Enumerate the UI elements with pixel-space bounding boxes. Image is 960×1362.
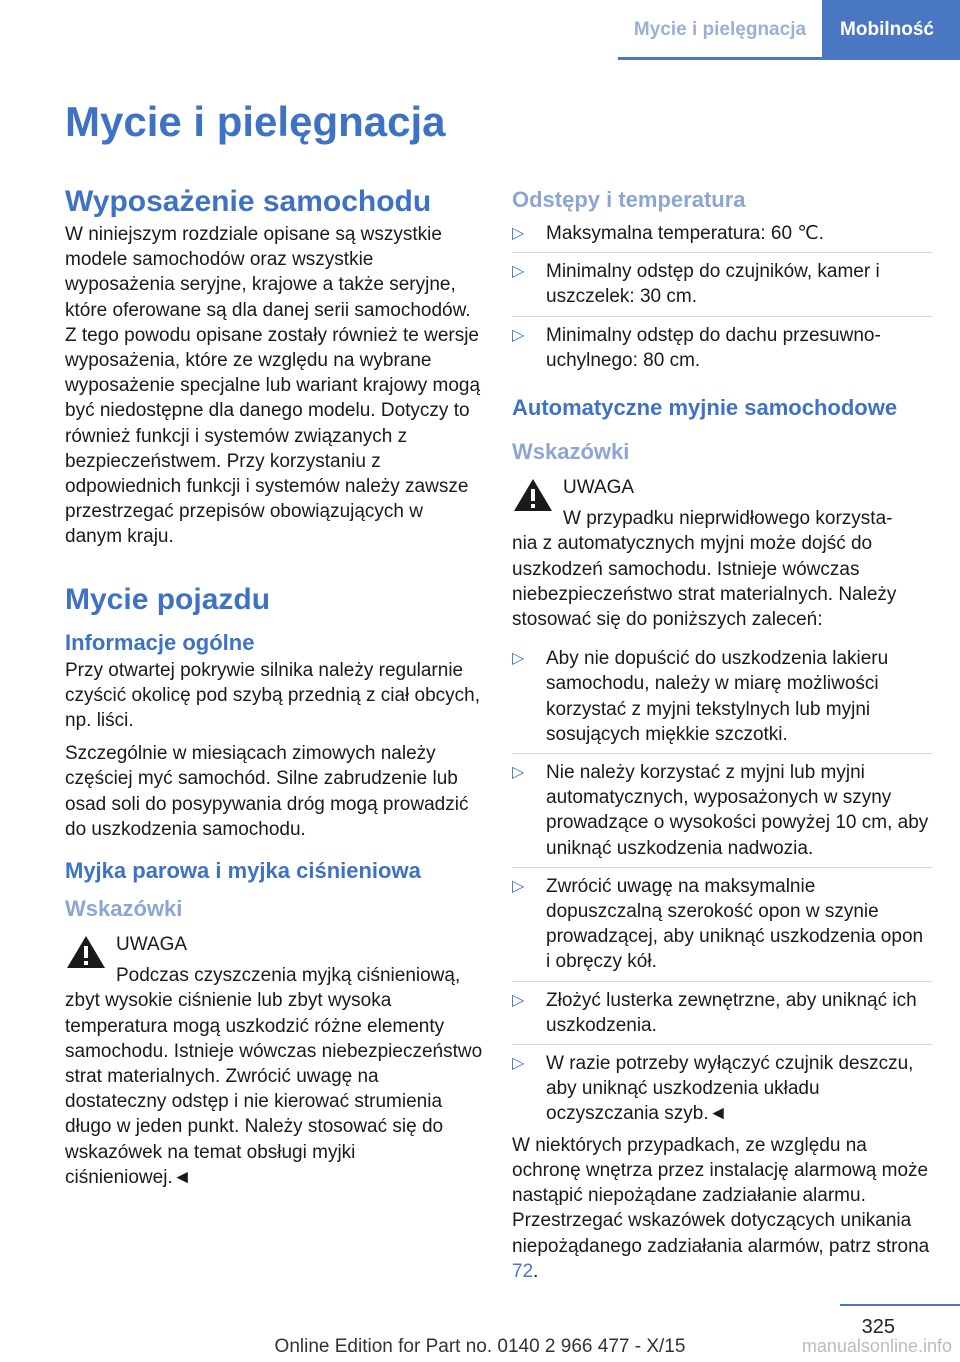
triangle-bullet-icon: ▷	[512, 650, 525, 668]
list-item: ▷ Zwrócić uwagę na maksymalnie dopuszczalną szerokość opon w szynie prowadzącej, aby uniknąć uszkodzenia opon i obręczy kół.	[512, 867, 932, 981]
list-item: ▷ W razie potrzeby wyłączyć czujnik deszczu, aby uniknąć uszkodzenia układu oczyszczania szyb.◄	[512, 1044, 932, 1133]
page-header	[618, 0, 960, 60]
header-chapter[interactable]: Mobilność	[822, 0, 960, 60]
distance-list	[512, 215, 932, 379]
para-general-2: Szczególnie w miesiącach zimowych należy częściej myć samochód. Silne zabrudzenie lub osad soli do posypywania dróg mogą prowadzić do uszkodzenia samochodu.	[65, 743, 469, 840]
warning-text: zbyt wysokie ciśnienie lub zbyt wysoka temperatura mogą uszkodzić różne elementy samochodu. Istnieje wówczas niebezpieczeństwo strat materialnych. Zwrócić uwagę na dostateczny odstęp i nie kierować strumienia długo w jeden punkt. Należy stosować się do wskazówek na temat obsługi myjki ciśnieniowej.◄	[65, 990, 483, 1188]
watermark: manualsonline.info	[801, 1336, 952, 1356]
heading-hints: Wskazówki	[512, 439, 630, 465]
warning-text: nia z automatycznych myjni może dojść do uszkodzeń samochodu. Istnieje wówczas niebezpieczeństwo strat materialnych. Należy stosować się do poniższych zaleceń:	[512, 533, 897, 631]
para-alarm: W niektórych przypadkach, ze względu na ochronę wnętrza przez instalację alarmową może nastąpić niepożądane zadziałanie alarmu. Przestrzegać wskazówek dotyczących unikania niepożądanego zadziałania alarmów, patrz strona 72.	[512, 1134, 930, 1282]
para-equipment: W niniejszym rozdziale opisane są wszystkie modele samochodów oraz wszystkie wyposażenia seryjne, krajowe a także seryjne, które oferowane są dla danej serii samochodów. Z tego powodu opisane zostały również te wersje wyposażenia, które ze względu na wybrane wyposażenie specjalne lub wariant krajowy mogą być niedostępne dla danego modelu. Dotyczy to również funkcji i systemów związanych z bezpieczeństwem. Przy korzystaniu z odpowiednich funkcji i systemów należy zawsze przestrzegać przepisów obowiązujących w danym kraju.	[65, 224, 481, 548]
list-item: ▷ Aby nie dopuścić do uszkodzenia lakieru samochodu, należy w miarę możliwości korzystać z myjni tekstylnych lub myjni sosujących miękkie szczotki.	[512, 648, 889, 745]
list-item: ▷ Nie należy korzystać z myjni lub myjni automatycznych, wyposażonych w szyny prowadzące o wysokości powyżej 10 cm, aby uniknąć uszkodzenia nadwozia.	[512, 753, 932, 867]
warning-label: UWAGA	[563, 477, 635, 499]
warning-text-first: Podczas czyszczenia myjką ciśnieniową,	[116, 965, 461, 987]
triangle-bullet-icon: ▷	[512, 1055, 525, 1073]
triangle-bullet-icon: ▷	[512, 991, 525, 1009]
page-link[interactable]: 72	[512, 1260, 534, 1282]
header-section[interactable]: Mycie i pielęgnacja	[618, 0, 822, 60]
list-item: ▷ Minimalny odstęp do czujników, kamer i uszczelek: 30 cm.	[512, 252, 932, 315]
warning-label: UWAGA	[116, 934, 188, 956]
heading-equipment: Wyposażenie samochodu	[65, 185, 432, 218]
auto-wash-list	[512, 640, 932, 1132]
header-rule	[618, 57, 960, 60]
page-number: 325	[861, 1316, 895, 1338]
left-column	[65, 182, 485, 1190]
list-item: ▷ Minimalny odstęp do dachu przesuwno-uchylnego: 80 cm.	[512, 316, 932, 379]
heading-automatic-wash: Automatyczne myjnie samochodowe	[512, 395, 898, 421]
triangle-bullet-icon: ▷	[512, 877, 525, 895]
warning-box	[65, 932, 485, 988]
page-number-rule	[840, 1304, 960, 1306]
heading-steam-cleaner: Myjka parowa i myjka ciśnieniowa	[65, 858, 421, 884]
triangle-bullet-icon: ▷	[512, 326, 525, 344]
page-title: Mycie i pielęgnacja	[65, 98, 446, 145]
warning-text-first: W przypadku nieprwidłowego korzysta-	[563, 508, 893, 530]
heading-distances: Odstępy i temperatura	[512, 187, 746, 212]
list-item: ▷ Maksymalna temperatura: 60 ℃.	[512, 215, 932, 252]
footer-edition: Online Edition for Part no. 0140 2 966 477 - X/15	[274, 1336, 686, 1357]
list-item: ▷ Złożyć lusterka zewnętrzne, aby uniknąć ich uszkodzenia.	[512, 981, 932, 1044]
para-general-1: Przy otwartej pokrywie silnika należy regularnie czyścić okolicę pod szybą przednią z ciał obcych, np. liści.	[65, 659, 481, 732]
warning-triangle-icon	[512, 477, 554, 513]
triangle-bullet-icon: ▷	[512, 263, 525, 281]
heading-general-info: Informacje ogólne	[65, 629, 255, 655]
heading-hints: Wskazówki	[65, 896, 183, 922]
triangle-bullet-icon: ▷	[512, 764, 525, 782]
warning-box	[512, 475, 932, 531]
triangle-bullet-icon: ▷	[512, 225, 525, 242]
right-column	[512, 185, 932, 1284]
warning-triangle-icon	[65, 934, 107, 970]
heading-vehicle-wash: Mycie pojazdu	[65, 582, 271, 616]
